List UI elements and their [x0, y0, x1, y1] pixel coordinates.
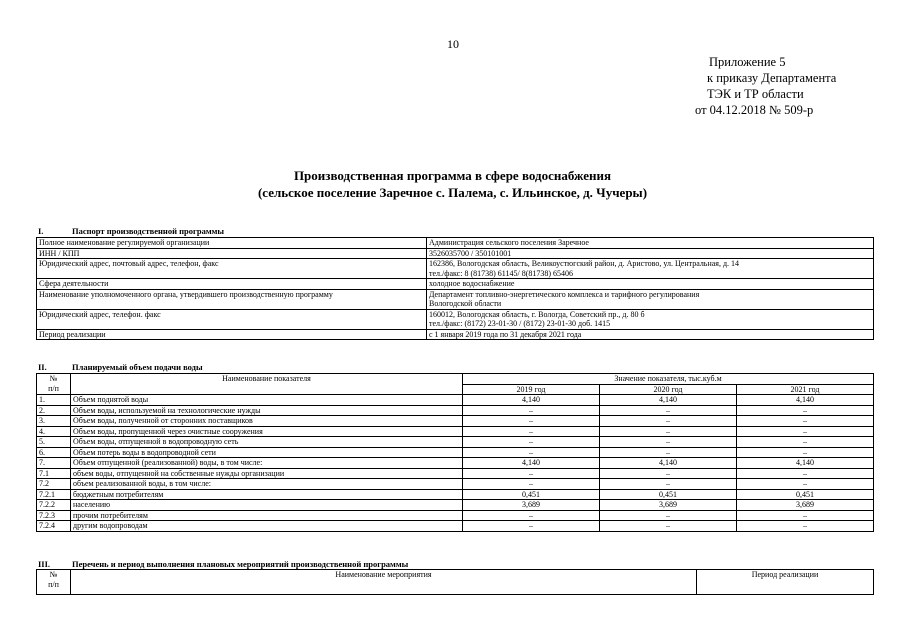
- table-row: [37, 405, 874, 416]
- table-row: [37, 279, 874, 290]
- row-number: 1.: [37, 395, 71, 406]
- row-value-2019: –: [463, 468, 600, 479]
- row-value-2020: –: [600, 447, 737, 458]
- row-value-2019: 4,140: [463, 395, 600, 406]
- section-3-heading: [38, 559, 408, 569]
- table-row: [37, 259, 874, 279]
- row-value-2021: 4,140: [737, 458, 874, 469]
- row-value-2021: –: [737, 468, 874, 479]
- col-header-value: Значение показателя, тыс.куб.м: [463, 374, 874, 385]
- row-value-2019: –: [463, 416, 600, 427]
- row-value-2020: 4,140: [600, 395, 737, 406]
- row-label: ИНН / КПП: [37, 248, 427, 259]
- row-indicator-name: населению: [71, 500, 463, 511]
- row-value-2021: 3,689: [737, 500, 874, 511]
- row-label: Сфера деятельности: [37, 279, 427, 290]
- page-number: 10: [447, 37, 459, 51]
- row-value-2020: –: [600, 416, 737, 427]
- section-1-number: I.: [38, 226, 44, 236]
- section-3-title: Перечень и период выполнения плановых мероприятий производственной программы: [72, 559, 409, 569]
- table-header-row: [37, 570, 874, 595]
- row-number: 4.: [37, 426, 71, 437]
- row-number: 7.2.1: [37, 489, 71, 500]
- row-value-2019: –: [463, 479, 600, 490]
- col-header-year: 2019 год: [463, 384, 600, 395]
- col-header-num-line-1: №: [49, 570, 58, 579]
- row-number: 2.: [37, 405, 71, 416]
- row-value-2019: –: [463, 405, 600, 416]
- row-value-2019: –: [463, 437, 600, 448]
- col-header-num-2: п/п: [37, 384, 71, 395]
- table-row: [37, 248, 874, 259]
- appendix-header: [695, 54, 895, 118]
- water-volume-body: [37, 395, 874, 532]
- measures-table: [36, 569, 874, 595]
- table-header-row: [37, 384, 874, 395]
- table-row: [37, 521, 874, 532]
- col-header-period: Период реализации: [697, 570, 874, 595]
- section-2-title: Планируемый объем подачи воды: [72, 362, 203, 372]
- table-row: [37, 426, 874, 437]
- row-value-2020: –: [600, 405, 737, 416]
- appendix-line-4: от 04.12.2018 № 509-р: [695, 103, 814, 117]
- row-value: [427, 289, 874, 309]
- row-value-line-1: 160012, Вологодская область, г. Вологда, Советский пр., д. 80 б: [429, 309, 645, 319]
- row-value: Администрация сельского поселения Заречное: [427, 238, 874, 249]
- table-row: [37, 309, 874, 329]
- row-value-2019: 3,689: [463, 500, 600, 511]
- col-header-num: №: [37, 374, 71, 385]
- row-number: 7.2.2: [37, 500, 71, 511]
- section-3-number: III.: [38, 559, 51, 569]
- row-indicator-name: объем реализованной воды, в том числе:: [71, 479, 463, 490]
- row-value-2020: 0,451: [600, 489, 737, 500]
- row-value-2020: –: [600, 521, 737, 532]
- row-number: 7.: [37, 458, 71, 469]
- section-1-heading: [38, 226, 224, 236]
- row-label: Юридический адрес, почтовый адрес, телефон, факс: [37, 259, 427, 279]
- row-value-2021: –: [737, 437, 874, 448]
- row-value-2019: –: [463, 521, 600, 532]
- row-indicator-name: объем воды, отпущенной на собственные нужды организации: [71, 468, 463, 479]
- row-indicator-name: другим водопроводам: [71, 521, 463, 532]
- passport-table: [36, 237, 874, 340]
- col-header-year: 2020 год: [600, 384, 737, 395]
- row-value-line-2: тел./факс: 8 (81738) 61145/ 8(81738) 65406: [429, 268, 574, 278]
- table-row: [37, 447, 874, 458]
- row-value: 3526035700 / 350101001: [427, 248, 874, 259]
- row-value: холодное водоснабжение: [427, 279, 874, 290]
- row-number: 7.1: [37, 468, 71, 479]
- row-indicator-name: прочим потребителям: [71, 510, 463, 521]
- row-label: Наименование уполномоченного органа, утвердившего производственную программу: [37, 289, 427, 309]
- row-label: Период реализации: [37, 329, 427, 340]
- row-indicator-name: Объем потерь воды в водопроводной сети: [71, 447, 463, 458]
- row-indicator-name: Объем отпущенной (реализованной) воды, в том числе:: [71, 458, 463, 469]
- row-value-2021: –: [737, 405, 874, 416]
- table-row: [37, 500, 874, 511]
- row-value-2020: –: [600, 426, 737, 437]
- row-indicator-name: Объем воды, полученной от сторонних поставщиков: [71, 416, 463, 427]
- row-value-2019: –: [463, 426, 600, 437]
- table-row: [37, 329, 874, 340]
- table-row: [37, 489, 874, 500]
- table-row: [37, 468, 874, 479]
- section-2-number: II.: [38, 362, 47, 372]
- row-value-2021: –: [737, 510, 874, 521]
- row-value-2020: –: [600, 479, 737, 490]
- row-value-2020: 4,140: [600, 458, 737, 469]
- row-value: [427, 259, 874, 279]
- row-value-2019: –: [463, 510, 600, 521]
- table-row: [37, 437, 874, 448]
- row-value-2021: –: [737, 416, 874, 427]
- row-number: 5.: [37, 437, 71, 448]
- col-header-name-blank: [71, 384, 463, 395]
- row-value-line-2: тел./факс: (8172) 23-01-30 / (8172) 23-01-30 доб. 1415: [429, 319, 611, 328]
- table-row: [37, 479, 874, 490]
- table-row: [37, 458, 874, 469]
- row-value-2021: –: [737, 521, 874, 532]
- col-header-num: [37, 570, 71, 595]
- row-value-2020: –: [600, 468, 737, 479]
- row-value-2019: 4,140: [463, 458, 600, 469]
- row-number: 7.2.4: [37, 521, 71, 532]
- table-row: [37, 238, 874, 249]
- row-number: 3.: [37, 416, 71, 427]
- row-value-2021: –: [737, 426, 874, 437]
- row-value: с 1 января 2019 года по 31 декабря 2021 года: [427, 329, 874, 340]
- section-1-title: Паспорт производственной программы: [72, 226, 225, 236]
- title-line-1: Производственная программа в сфере водоснабжения: [293, 168, 612, 183]
- row-value: [427, 309, 874, 329]
- appendix-line-2: к приказу Департамента: [707, 71, 837, 85]
- row-number: 7.2: [37, 479, 71, 490]
- row-value-line-2: Вологодской области: [429, 299, 502, 308]
- row-indicator-name: Объем воды, пропущенной через очистные сооружения: [71, 426, 463, 437]
- row-value-2019: –: [463, 447, 600, 458]
- row-value-line-1: 162386, Вологодская область, Великоустюгский район, д. Аристово, ул. Центральная, д. 14: [429, 259, 740, 268]
- document-title: [0, 167, 905, 201]
- water-volume-table: [36, 373, 874, 532]
- row-value-2020: –: [600, 437, 737, 448]
- row-value-2021: –: [737, 479, 874, 490]
- col-header-num-line-2: п/п: [48, 579, 59, 589]
- row-value-2020: 3,689: [600, 500, 737, 511]
- row-label: Полное наименование регулируемой организации: [37, 238, 427, 249]
- row-value-2020: –: [600, 510, 737, 521]
- table-row: [37, 289, 874, 309]
- row-indicator-name: бюджетным потребителям: [71, 489, 463, 500]
- appendix-line-3: ТЭК и ТР области: [707, 87, 804, 101]
- table-row: [37, 395, 874, 406]
- row-value-2021: 4,140: [737, 395, 874, 406]
- col-header-name: Наименование показателя: [71, 374, 463, 385]
- row-value-2019: 0,451: [463, 489, 600, 500]
- title-line-2: (сельское поселение Заречное с. Палема, с. Ильинское, д. Чучеры): [257, 185, 648, 200]
- row-value-2021: 0,451: [737, 489, 874, 500]
- col-header-measure: Наименование мероприятия: [71, 570, 697, 595]
- row-value-2021: –: [737, 447, 874, 458]
- row-indicator-name: Объем воды, отпущенной в водопроводную сеть: [71, 437, 463, 448]
- section-2-heading: [38, 362, 203, 372]
- row-label: Юридический адрес, телефон. факс: [37, 309, 427, 329]
- appendix-line-1: Приложение 5: [709, 55, 786, 69]
- row-number: 7.2.3: [37, 510, 71, 521]
- row-indicator-name: Объем поднятой воды: [71, 395, 463, 406]
- col-header-year: 2021 год: [737, 384, 874, 395]
- table-row: [37, 510, 874, 521]
- row-indicator-name: Объем воды, используемой на технологические нужды: [71, 405, 463, 416]
- table-row: [37, 416, 874, 427]
- table-header-row: [37, 374, 874, 385]
- row-value-line-1: Департамент топливно-энергетического комплекса и тарифного регулирования: [429, 289, 700, 299]
- row-number: 6.: [37, 447, 71, 458]
